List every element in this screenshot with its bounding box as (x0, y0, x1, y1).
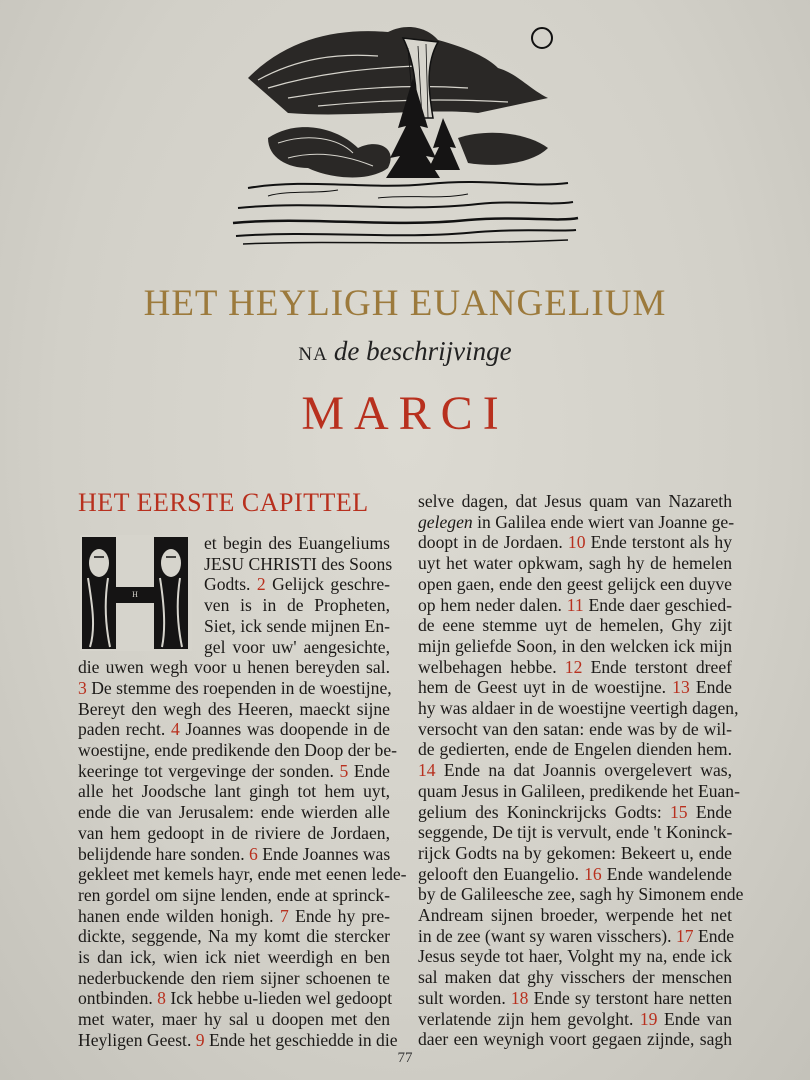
verse-number: 10 (567, 532, 586, 553)
text-run: Ende (348, 760, 390, 781)
text-line (78, 719, 390, 740)
text-run: hy was aldaer in de woestijne veertigh dagen, (418, 698, 739, 719)
text-line (418, 595, 732, 616)
text-line (78, 553, 393, 575)
text-line (78, 699, 390, 720)
text-run: Ende na dat Joannis overgelevert was, (435, 760, 732, 781)
text-line (418, 739, 732, 760)
verse-number: 19 (639, 1008, 658, 1029)
text-run: Ende het geschiedde in die (204, 1029, 398, 1050)
text-line (78, 988, 393, 1009)
text-run: rijck Godts na by gekomen: Bekeert u, ende (418, 842, 732, 863)
text-line (418, 802, 732, 823)
text-run: open gaen, ende den geest gelijck een duyve (418, 573, 732, 594)
text-line (418, 925, 735, 947)
text-run: Ende hy pre- (288, 905, 390, 926)
subtitle-rest: de beschrijvinge (333, 336, 512, 366)
text-column-left (78, 533, 407, 1051)
text-run: selve dagen, dat Jesus quam van Nazareth (418, 491, 732, 511)
text-line (78, 533, 390, 554)
text-line (418, 1009, 732, 1030)
text-line (78, 926, 390, 947)
text-run: ren gordel om sijne lenden, ende at sprinck- (78, 884, 390, 905)
verse-number: 12 (564, 656, 583, 677)
verse-number: 13 (672, 677, 690, 698)
text-run: hanen ende wilden honigh. (78, 905, 280, 926)
text-run: Godts. (204, 574, 257, 595)
text-run: van hem gedoopt in de riviere de Jordaen, (78, 822, 390, 843)
text-line (418, 884, 744, 905)
text-run: Andream sijnen broeder, werpende het net (418, 905, 732, 926)
text-run: Bereyt den wegh des Heeren, maeckt sijne (78, 698, 390, 719)
text-line (78, 844, 390, 865)
text-run: sal maken dat ghy visschers der menschen (418, 967, 732, 988)
text-line (418, 946, 732, 967)
verse-number: 2 (256, 574, 266, 595)
text-run: Gelijck geschre- (265, 574, 390, 595)
text-line (418, 532, 732, 553)
italic-run: gelegen (418, 511, 473, 532)
text-line (78, 616, 390, 637)
verse-number: 17 (675, 925, 694, 946)
text-run: ven is in de Propheten, (204, 595, 390, 616)
text-run: woestijne, ende predikende den Doop der be- (78, 740, 398, 761)
text-run: gelium des Koninckrijcks Godts: (418, 801, 670, 822)
text-line (418, 511, 735, 533)
text-line (418, 967, 732, 988)
text-line (78, 906, 390, 927)
text-line (418, 843, 732, 864)
text-run: daer een weynigh voort gegaen zijnde, sagh (418, 1029, 732, 1050)
text-run: gekleet met kemels hayr, ende met eenen lede- (78, 864, 407, 885)
text-run: Ende terstont dreef (582, 656, 732, 677)
text-line (418, 988, 732, 1009)
text-run: seggende, De tijt is vervult, ende 't Koninck- (418, 822, 733, 843)
text-run: alle het Joodsche lant gingh tot hem uyt, (78, 781, 390, 802)
text-line (418, 553, 732, 574)
text-line (78, 657, 390, 678)
svg-text:H: H (132, 590, 138, 599)
text-line (418, 698, 739, 719)
text-line (78, 947, 390, 968)
text-line (78, 678, 390, 699)
text-line (418, 1029, 732, 1050)
verse-number: 9 (195, 1029, 205, 1050)
text-run: Heyligen Geest. (78, 1029, 196, 1050)
text-line (418, 719, 732, 740)
text-run: ontbinden. (78, 988, 158, 1009)
verse-number: 15 (669, 801, 688, 822)
text-line (78, 637, 390, 658)
text-line (418, 636, 732, 657)
verse-number: 4 (170, 719, 180, 740)
text-run: die uwen wegh voor u henen bereyden sal. (78, 657, 390, 678)
text-run: gel voor uw' aengesichte, (204, 636, 390, 657)
text-run: nederbuckende den riem sijner schoenen te (78, 967, 390, 988)
book-title: MARCI (301, 387, 509, 440)
verse-number: 8 (157, 988, 166, 1009)
text-run: versocht van den satan: ende was by de wil- (418, 718, 732, 739)
text-line (418, 905, 732, 926)
text-run: Ende van (657, 1008, 733, 1029)
text-run: et begin des Euangeliums (204, 533, 390, 553)
text-run: Ende daer geschied- (583, 594, 732, 615)
text-run: met water, maer hy sal u doopen met den (78, 1009, 390, 1030)
text-line (418, 615, 732, 636)
text-run: op hem neder dalen. (418, 594, 567, 615)
text-line (78, 574, 390, 595)
text-run: is dan ick, wien ick niet weerdigh en ben (78, 947, 390, 968)
text-run: Jesus seyde tot haer, Volght my na, ende ick (418, 946, 732, 967)
text-line (418, 760, 732, 781)
text-run: uyt het water opkwam, sagh hy de hemelen (418, 553, 732, 574)
text-line (418, 780, 740, 802)
text-line (418, 574, 732, 595)
text-line (78, 885, 390, 906)
text-run: mijn geliefde Soon, in den welcken ick mijn (418, 635, 732, 656)
text-run: hem de Geest uyt in de woestijne. (418, 677, 673, 698)
chapter-heading: HET EERSTE CAPITTEL (78, 488, 369, 517)
verse-number: 7 (279, 905, 289, 926)
page-number: 77 (397, 1050, 413, 1066)
text-line (418, 677, 732, 698)
text-run: Ende terstont als hy (585, 532, 733, 553)
text-run: gelooft den Euangelio. (418, 863, 585, 884)
text-run: in Galilea ende wiert van Joanne ge- (472, 511, 735, 532)
text-line (418, 864, 732, 885)
text-run: ende die van Jerusalem: ende wierden alle (78, 802, 390, 823)
verse-number: 18 (510, 987, 529, 1008)
text-line (418, 491, 732, 512)
text-run: dickte, seggende, Na my komt die stercker (78, 926, 390, 947)
text-run: de gedierten, ende de Engelen dienden hem. (418, 739, 732, 760)
text-line (78, 1029, 398, 1051)
text-run: welbehagen hebbe. (418, 656, 565, 677)
text-run: De stemme des roependen in de woestijne, (86, 677, 392, 698)
text-run: quam Jesus in Galileen, predikende het Euan- (418, 780, 740, 801)
mountain-landscape-woodcut-icon (228, 18, 580, 250)
text-column-right (418, 491, 744, 1050)
text-run: paden recht. (78, 719, 171, 740)
text-line (78, 1009, 390, 1030)
text-line (78, 595, 390, 616)
verse-number: 5 (339, 760, 349, 781)
text-run: Siet, ick sende mijnen En- (204, 615, 390, 636)
subtitle (0, 336, 810, 367)
text-run: Ende sy terstont hare netten (528, 987, 732, 1008)
verse-number: 14 (418, 760, 436, 781)
verse-number: 11 (566, 594, 584, 615)
verse-number: 6 (249, 843, 258, 864)
text-run: de eene stemme uyt de hemelen, Ghy zijt (418, 615, 732, 636)
text-run: Ende (693, 925, 735, 946)
text-run: Ende (687, 801, 732, 822)
text-run: belijdende hare sonden. (78, 843, 249, 864)
text-run: Ick hebbe u-lieden wel gedoopt (165, 988, 393, 1009)
subtitle-na: NA (298, 344, 328, 365)
verse-number: 16 (584, 863, 602, 884)
text-line (78, 781, 390, 802)
text-run: Ende (689, 677, 732, 698)
text-line (78, 761, 390, 782)
text-run: Ende wandelende (601, 863, 732, 884)
text-run: JESU CHRISTI des Soons (204, 553, 393, 574)
text-run: keeringe tot vergevinge der sonden. (78, 760, 340, 781)
text-line (418, 822, 732, 843)
text-line (418, 657, 732, 678)
text-run: in de zee (want sy waren visschers). (418, 925, 676, 946)
text-run: verlatende zijn hem gevolght. (418, 1008, 640, 1029)
text-line (78, 802, 390, 823)
page-title: HET HEYLIGH EUANGELIUM (143, 283, 667, 324)
text-run: by de Galileesche zee, sagh hy Simonem ende (418, 884, 744, 905)
text-run: doopt in de Jordaen. (418, 532, 568, 553)
verse-number: 3 (78, 677, 87, 698)
text-run: Joannes was doopende in de (179, 719, 390, 740)
text-line (78, 823, 390, 844)
text-line (78, 968, 390, 989)
text-run: Ende Joannes was (257, 843, 391, 864)
text-line (78, 864, 407, 885)
text-line (78, 740, 398, 761)
text-run: sult worden. (418, 987, 511, 1008)
